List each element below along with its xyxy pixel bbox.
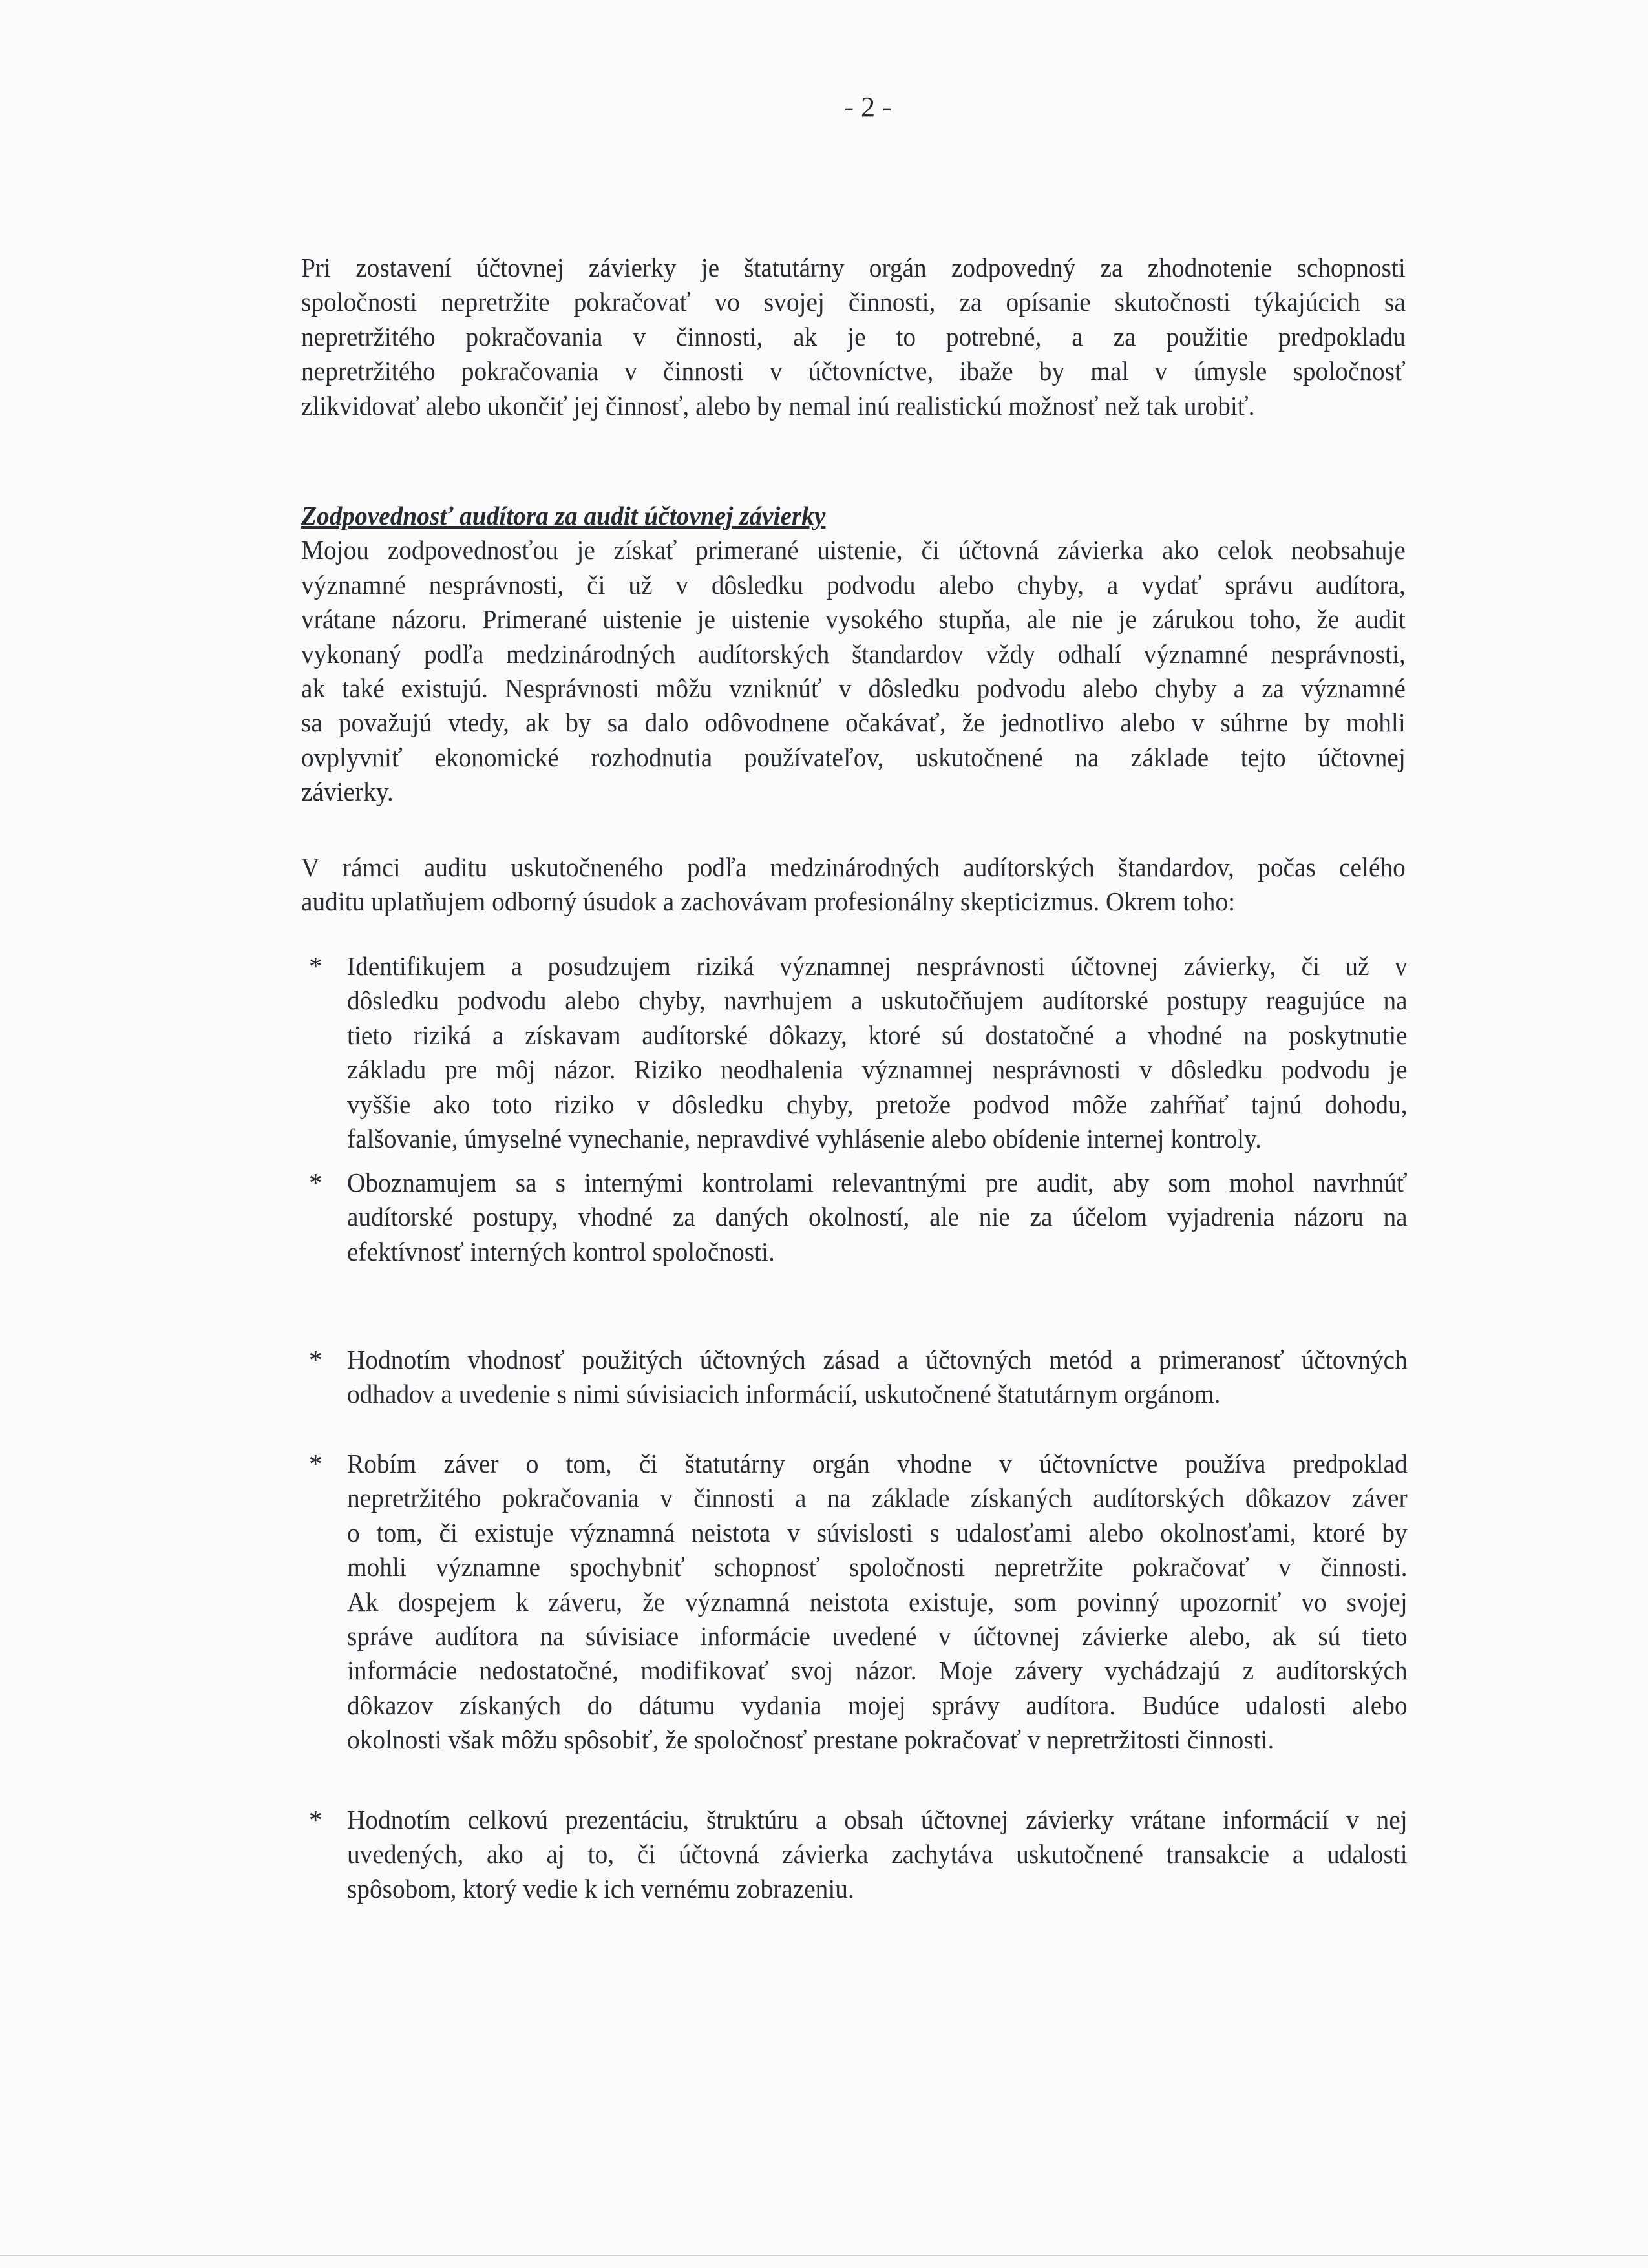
text-line: tieto riziká a získavam audítorské dôkazy, ktoré sú dostatočné a vhodné na poskytnutie [347,1020,1408,1050]
paragraph-auditor-responsibility [301,533,1452,809]
text-line: odhadov a uvedenie s nimi súvisiacich informácií, uskutočnené štatutárnym orgánom. [347,1379,1221,1409]
text-line: sa považujú vtedy, ak by sa dalo odôvodnene očakávať, že jednotlivo alebo v súhrne by mohli [301,708,1406,738]
text-line: zlikvidovať alebo ukončiť jej činnosť, alebo by nemal inú realistickú možnosť než tak urobiť. [301,390,1255,421]
bullet-asterisk: * [309,1449,322,1478]
text-line: vykonaný podľa medzinárodných audítorských štandardov vždy odhalí významné nesprávnosti, [301,638,1406,669]
text-line: Oboznamujem sa s internými kontrolami relevantnými pre audit, aby som mohol navrhnúť [347,1168,1408,1197]
bullet-asterisk: * [309,1805,322,1834]
text-line: mohli významne spochybniť schopnosť spoločnosti nepretržite pokračovať v činnosti. [347,1552,1408,1582]
text-line: V rámci auditu uskutočneného podľa medzinárodných audítorských štandardov, počas celého [301,852,1406,882]
text-line: Hodnotím celkovú prezentáciu, štruktúru a obsah účtovnej závierky vrátane informácií v nej [347,1805,1408,1834]
text-line: nepretržitého pokračovania v činnosti, ak je to potrebné, a za použitie predpokladu [301,321,1406,352]
text-line: audítorské postupy, vhodné za daných okolností, ale nie za účelom vyjadrenia názoru na [347,1202,1408,1232]
text-line: nepretržitého pokračovania v činnosti a na základe získaných audítorských dôkazov záver [347,1483,1408,1513]
bullet-text [347,949,1452,1156]
text-line: ovplyvniť ekonomické rozhodnutia používateľov, uskutočnené na základe tejto účtovnej [301,742,1406,772]
section-auditor-responsibility [301,499,1452,810]
bullet-text [347,1447,1452,1758]
text-line: Identifikujem a posudzujem riziká významnej nesprávnosti účtovnej závierky, či už v [347,951,1408,981]
text-line: Mojou zodpovednosťou je získať primerané uistenie, či účtovná závierka ako celok neobsahuje [301,535,1406,565]
text-line: vyššie ako toto riziko v dôsledku chyby, pretože podvod môže zahŕňať tajnú dohodu, [347,1089,1408,1119]
paragraph-preparer-responsibility [301,251,1452,423]
text-line: spôsobom, ktorý vedie k ich vernému zobrazeniu. [347,1873,854,1904]
text-line: dôkazov získaných do dátumu vydania mojej správy audítora. Budúce udalosti alebo [347,1690,1408,1720]
bullet-text [347,1343,1452,1412]
text-line: falšovanie, úmyselné vynechanie, nepravdivé vyhlásenie alebo obídenie internej kontroly. [347,1123,1262,1153]
bullet-asterisk: * [309,951,322,981]
text-line: závierky. [301,777,394,807]
text-line: nepretržitého pokračovania v činnosti v účtovníctve, ibaže by mal v úmysle spoločnosť [301,356,1406,386]
text-line: auditu uplatňujem odborný úsudok a zachovávam profesionálny skepticizmus. Okrem toho: [301,887,1236,917]
text-line: vrátane názoru. Primerané uistenie je uistenie vysokého stupňa, ale nie je zárukou toho, že audit [301,604,1406,635]
scan-edge-line [0,2255,1648,2256]
text-line: o tom, či existuje významná neistota v súvislosti s udalosťami alebo okolnosťami, ktoré by [347,1517,1408,1548]
text-line: dôsledku podvodu alebo chyby, navrhujem a uskutočňujem audítorské postupy reagujúce na [347,985,1408,1016]
page-number: - 2 - [844,91,892,123]
bullet-asterisk: * [309,1168,322,1197]
text-line: informácie nedostatočné, modifikovať svoj názor. Moje závery vychádzajú z audítorských [347,1655,1408,1686]
text-line: Pri zostavení účtovnej závierky je štatutárny orgán zodpovedný za zhodnotenie schopnosti [301,253,1406,282]
text-line: Ak dospejem k záveru, že významná neistota existuje, som povinný upozorniť vo svojej [347,1586,1408,1617]
text-line: Hodnotím vhodnosť použitých účtovných zásad a účtovných metód a primeranosť účtovných [347,1345,1408,1374]
text-line: okolnosti však môžu spôsobiť, že spoločnosť prestane pokračovať v nepretržitosti činnosti. [347,1725,1274,1755]
bullet-text [347,1803,1452,1906]
text-line: Robím záver o tom, či štatutárny orgán vhodne v účtovníctve používa predpoklad [347,1449,1408,1478]
paragraph-audit-scope [301,850,1452,919]
text-line: ak také existujú. Nesprávnosti môžu vzniknúť v dôsledku podvodu alebo chyby a za významné [301,673,1406,703]
text-line: významné nesprávnosti, či už v dôsledku podvodu alebo chyby, a vydať správu audítora, [301,569,1406,600]
bullet-text [347,1166,1452,1269]
bullet-asterisk: * [309,1345,322,1374]
text-line: efektívnosť interných kontrol spoločnosti. [347,1236,775,1266]
text-line: základu pre môj názor. Riziko neodhalenia významnej nesprávnosti v dôsledku podvodu je [347,1055,1408,1085]
section-heading: Zodpovednosť audítora za audit účtovnej závierky [301,501,826,530]
text-line: spoločnosti nepretržite pokračovať vo svojej činnosti, za opísanie skutočnosti týkajúcich sa [301,287,1406,317]
text-line: správe audítora na súvisiace informácie uvedené v účtovnej závierke alebo, ak sú tieto [347,1621,1408,1651]
text-line: uvedených, ako aj to, či účtovná závierka zachytáva uskutočnené transakcie a udalosti [347,1839,1408,1869]
